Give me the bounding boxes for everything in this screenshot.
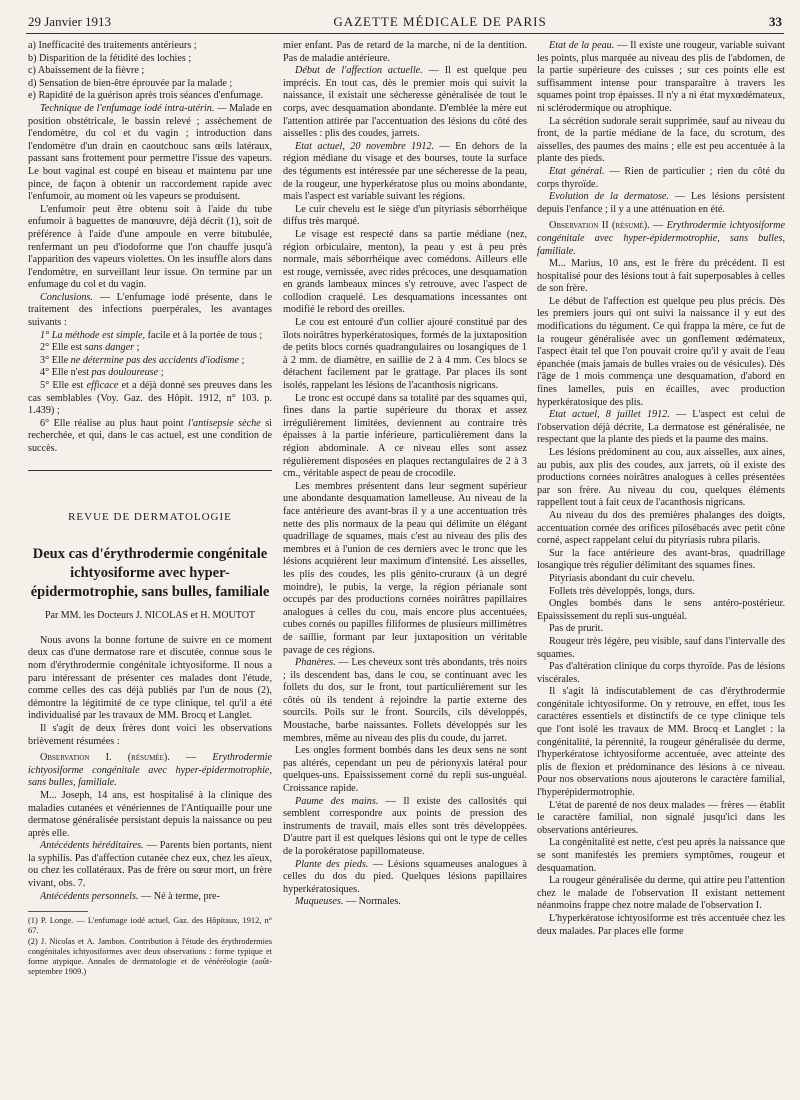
list-item-text: ; xyxy=(158,367,164,379)
list-item xyxy=(28,418,272,456)
paragraph: Pas de prurit. xyxy=(549,623,604,635)
paragraph-text: — En dehors de la région médiane du visage et des bourses, toute la surface des téguments est intéressée par une sécheresse de la peau, de la rougeur, une hyperkératose plus ou moins abondante, mais l'aspect est variable suivant les régions. xyxy=(283,140,527,203)
section-heading: REVUE DE DERMATOLOGIE xyxy=(28,470,272,524)
paragraph: Il s'agit là indiscutablement de cas d'érythrodermie congénitale ichtyosiforme. On y retrouve, en effet, tous les caractères essentiels et distinctifs de ce type clinique tels que l'ont isolé les travaux de MM. Brocq et Langlet : la congénitalité, la pérennité, la rougeur généralisée du derme, l'hyperkératose ichtyosiforme accentuée, avec atteinte des plis de flexion et prédominance des lésions à ce niveau. Pour nos observations nous ajouterons le caractère familial, l'hyperépidermotrophie. xyxy=(537,686,785,799)
list-item-text: ; xyxy=(134,342,140,354)
list-item-text: ; xyxy=(238,354,245,366)
paragraph: Le cou est entouré d'un collier ajouré constitué par des îlots noirâtres hyperkératosiques, formés de la juxtaposition de petits blocs cornés quadrangulaires ou losangiques de 1 à 2 mm. de diamètre, en saillie de 2 à 4 mm. Ces blocs se détachent facilement par le grattage. Par places ils sont isolés, rappelant les lésions de l'acanthosis nigricans. xyxy=(283,317,527,392)
column-left xyxy=(28,40,272,1088)
list-item-emphasis: ne détermine pas des accidents d'iodisme xyxy=(70,354,239,366)
observation-title: Erythrodermie ichtyosiforme congénitale avec hyper-épidermotrophie, sans bulles, familiale. xyxy=(28,752,272,789)
technique-heading: Technique de l'enfumage iodé intra-utérin. — xyxy=(40,102,227,114)
page-number: 33 xyxy=(768,14,782,29)
list-item xyxy=(28,355,272,368)
journal-title: GAZETTE MÉDICALE DE PARIS xyxy=(333,14,547,29)
paragraph-text: — Les cheveux sont très abondants, très noirs ; ils descendent bas, dans le cou, se continuant avec les follets du dos, sur le front, tout particulièrement sur les côtés où ils tendent à rejoindre la partie externe des sourcils. Poils sur le front. Sourcils, cils développés, Moustache, barbe naissantes. Follets développés sur les membres, même au niveau des plis du coude, du jarret. xyxy=(283,657,527,744)
paragraph: Nous avons la bonne fortune de suivre en ce moment deux cas d'une dermatose rare et discutée, connue sous le nom d'érythrodermie congénitale ichtyosiforme. Il nous a paru intéressant de présenter ces malades dont l'étude, comme celles des cas déjà publiés par l'un de nous (2), démontre la légitimité de ce type clinique, tel qu'il a été individualisé par les travaux de MM. Brocq et Langlet. xyxy=(28,634,272,722)
list-item-text: si recherchée, et qui, dans le cas actuel, est une condition de succès. xyxy=(28,417,272,454)
footnote-rule xyxy=(28,911,88,912)
list-item xyxy=(28,380,272,418)
list-item-text: 4° Elle n'est xyxy=(40,367,92,379)
paragraph-text: — L'aspect est celui de l'observation déjà décrite, La dermatose est généralisée, ne respectant que la plante des pieds et la paume des mains. xyxy=(537,409,785,446)
paragraph: Pityriasis abondant du cuir chevelu. xyxy=(549,572,695,584)
subheading: Etat de la peau. xyxy=(549,40,615,51)
conclusions-heading: Conclusions. xyxy=(40,291,93,303)
paragraph xyxy=(28,840,272,890)
paragraph: M... Joseph, 14 ans, est hospitalisé à la clinique des maladies cutanées et vénériennes de l'Antiquaille pour une dermatose généralisée persistant depuis la naissance ou peu après elle. xyxy=(28,789,272,839)
list-item-emphasis: l'antisepsie sèche xyxy=(188,417,261,429)
list-item xyxy=(28,342,272,355)
observation-heading xyxy=(537,220,785,258)
paragraph: c) Abaissement de la fièvre ; xyxy=(28,65,145,77)
paragraph: b) Disparition de la fétidité des lochies ; xyxy=(28,52,192,64)
paragraph-text: — Parents bien portants, nient la syphilis. Pas d'affection cutanée chez eux, chez les aïeux, ou chez les collatéraux. Pas de frère ou sœur mort, un frère vivant, obs. 7. xyxy=(28,840,272,890)
paragraph-text: — Il existe des callosités qui semblent correspondre aux points de pression des instruments de travail, mais elles sont très développées. D'autre part il est quelques lésions qui ont le type de celles de la porokératose papillomateuse. xyxy=(283,795,527,857)
paragraph xyxy=(283,65,527,141)
list-item-text: et a déjà donné ses preuves dans les cas semblables (Voy. Gaz. des Hôpit. 1912, n° 103. p. 1.439) ; xyxy=(28,380,272,417)
paragraph xyxy=(283,796,527,859)
paragraph: Au niveau du dos des premières phalanges des doigts, accentuation cornée des orifices pilosébacés avec petit cône corné, aspect rappelant celui du pityriasis rubra pilaris. xyxy=(537,509,785,547)
paragraph xyxy=(283,141,527,204)
paragraph: Sur la face antérieure des avant-bras, quadrillage losangique très régulier délimitant des squames fines. xyxy=(537,547,785,572)
paragraph xyxy=(283,859,527,897)
subheading: Etat actuel, 20 novembre 1912. xyxy=(295,140,435,152)
paragraph: Follets très développés, longs, durs. xyxy=(549,585,695,597)
subheading: Etat actuel, 8 juillet 1912. xyxy=(549,409,670,421)
subheading: Muqueuses. xyxy=(295,896,344,908)
column-middle xyxy=(283,40,527,1088)
paragraph: a) Inefficacité des traitements antérieurs ; xyxy=(28,40,197,51)
technique-paragraph xyxy=(28,103,272,204)
paragraph: Ongles bombés dans le sens antéro-postérieur. Epaississement du repli sus-unguéal. xyxy=(537,598,785,622)
observation-heading xyxy=(28,752,272,790)
conclusions-paragraph xyxy=(28,292,272,330)
paragraph-text: — Rien de particulier ; rien du côté du corps thyroïde. xyxy=(537,165,785,190)
paragraph-text: — Il est quelque peu imprécis. En tout cas, dès le premier mois qui suivit la naissance, il existait une sécheresse généralisée de tout le corps, avec desquamation abondante. D'emblée la mère eut l'attention attirée par l'accentuation des lésions du côté des aisselles : plis des coudes, jarrets. xyxy=(283,65,527,140)
list-item-text: 5° Elle est xyxy=(40,380,87,392)
observation-label: Observation I. (résumée). — xyxy=(40,752,197,764)
article-title: Deux cas d'érythrodermie congénitale ichtyosiforme avec hyper-épidermotrophie, sans bulles, familiale xyxy=(30,546,270,601)
paragraph: L'état de parenté de nos deux malades — frères — établit le caractère familial, non signalé jusqu'ici dans les observations antérieures. xyxy=(537,799,785,836)
paragraph: Les ongles forment bombés dans les deux sens ne sont pas altérés, cependant un peu de périonyxis latéral pour quelques-uns. Epaississement corné du repli sus-unguéal. Croissance rapide. xyxy=(283,745,527,795)
paragraph-text: — Il existe une rougeur, variable suivant les points, plus marquée au niveau des plis de l'abdomen, de la partie supérieure des cuisses ; sur ces points elle est suffisamment intense pour transparaître à travers les squames point trop épaisses. Il n'y a ni état myxœdémateux, ni sclérodermique ou atrophique. xyxy=(537,40,785,114)
paragraph xyxy=(537,191,785,216)
paragraph xyxy=(537,409,785,447)
list-item-emphasis: 1° La méthode est simple, xyxy=(40,329,146,341)
paragraph-text: — Normales. xyxy=(343,896,401,908)
column-right xyxy=(537,40,785,1088)
paragraph: La rougeur généralisée du derme, qui attire peu l'attention chez le malade de l'observation II existant nettement néanmoins frappe chez notre malade de l'observation I. xyxy=(537,875,785,912)
technique-text: Malade en position obstétricale, le bassin relevé ; assèchement de l'endomètre, du col et du vagin ; introduction dans l'endomètre d'un drain en caoutchouc sans œils latéraux, passant sans frottement pour permettre l'issue des vapeurs. Le bout vaginal est coupé en biseau et maintenu par une pince, de façon à obtenir un raccordement rapide avec l'enfumoir, au moment où les vapeurs se produisent. xyxy=(28,102,272,203)
paragraph-text: — Né à terme, pre- xyxy=(138,890,220,902)
paragraph-text: — Lésions squameuses analogues à celles du dos du pied. Quelques lésions papillaires hyperkératosiques. xyxy=(283,858,527,895)
paragraph: e) Rapidité de la guérison après trois séances d'enfumage. xyxy=(28,90,264,102)
paragraph: Le tronc est occupé dans sa totalité par des squames qui, fines dans la partie supérieure du thorax et assez irrégulièrement limitées, deviennent au contraire très épaisses à la partie inférieure, particulièrement dans la région abdominale. A ce niveau elles sont assez régulièrement disposées en plaques rectangulaires de 2 à 3 cm., véritable aspect de peau de crocodile. xyxy=(283,392,527,480)
list-item-text: 2° Elle est xyxy=(40,342,85,354)
paragraph xyxy=(28,891,272,904)
paragraph: L'hyperkératose ichtyosiforme est très accentuée chez les deux malades. Par places elle forme xyxy=(537,912,785,937)
page-header xyxy=(28,12,782,32)
list-item-emphasis: pas douloureuse xyxy=(91,367,159,379)
subheading: Paume des mains. xyxy=(295,795,379,807)
footnote: (2) J. Nicolas et A. Jambon. Contribution à l'étude des érythrodermies congénitales ichtyosiformes avec deux observations : forme typique et forme atypique. Annales de dermatologie et de vénéréologie (août-septembre 1909.) xyxy=(28,936,272,977)
paragraph xyxy=(283,896,527,909)
paragraph: La congénitalité est nette, c'est peu après la naissance que se sont manifestés les premiers symptômes, rougeur et desquamation. xyxy=(537,837,785,874)
subheading: Plante des pieds. xyxy=(295,858,369,870)
paragraph xyxy=(537,40,785,116)
article-authors: Par MM. les Docteurs J. NICOLAS et H. MOUTOT xyxy=(44,610,256,622)
paragraph: Le cuir chevelu est le siège d'un pityriasis séborrhéique diffus très marqué. xyxy=(283,203,527,228)
list-item-text: 6° Elle réalise au plus haut point xyxy=(40,417,189,429)
subheading: Début de l'affection actuelle. xyxy=(295,65,423,77)
paragraph: Le visage est respecté dans sa partie médiane (nez, région orbiculaire, menton), la peau y est à peu près normale, mais séborrhéique avec comédons. Ailleurs elle est rouge, vernissée, avec rides précoces, une desquamation en grands lambeaux minces s'y retrouve, avec l'aspect de collodion craquelé. Les desquamations incessantes ont modifié le rebord des oreilles. xyxy=(283,228,527,316)
paragraph: Les membres présentent dans leur segment supérieur une abondante desquamation lamelleuse. Au niveau de la face antérieure des avant-bras il y a une accentuation très nette des plis normaux de la peau qui délimite un élégant quadrillage de squames, mais c'est au niveau des plis des membres et à l'union de ces derniers avec le tronc que les lésions acquièrent leur maximum d'intensité. Les aisselles, les plis des coudes, les plis génito-cruraux (à un degré moindre), le pubis, la verge, la région périanale sont occupés par des productions cornées noirâtres papillaires analogues à celles du cou, mais encore plus accentuées, cubes cornés ou papilles filiformes de plusieurs millimètres de saillie, formant par leur juxtaposition un véritable pavage de ces régions. xyxy=(283,480,527,656)
subheading: Evolution de la dermatose. xyxy=(549,191,669,203)
conclusions-text: — L'enfumage iodé présente, dans le traitement des infections puerpérales, les avantages suivants : xyxy=(28,291,272,329)
paragraph: d) Sensation de bien-être éprouvée par la malade ; xyxy=(28,77,233,89)
paragraph: Rougeur très légère, peu visible, sauf dans l'intervalle des squames. xyxy=(537,635,785,660)
footnote: (1) P. Longe. — L'enfumage iodé actuel, Gaz. des Hôpitaux, 1912, n° 67. xyxy=(28,916,272,936)
header-rule xyxy=(26,33,784,34)
paragraph-text: — Les lésions persistent depuis l'enfance ; il y a une atténuation en été. xyxy=(537,191,785,215)
paragraph: L'enfumoir peut être obtenu soit à l'aide du tube enfumoir à baguettes de manœuvre, déjà décrit (1), soit de préférence à l'aide d'une ampoule en verre bitubulée, renfermant un peu d'iodoforme que l'on chauffe jusqu'à l'apparition des vapeurs violettes. On les insuffle alors dans l'endomètre, en surveillant leur issue. On termine par un enfumage du col et du vagin. xyxy=(28,203,272,291)
list-item-text: 3° Elle xyxy=(40,354,71,366)
paragraph: Il s'agit de deux frères dont voici les observations brièvement résumées : xyxy=(28,722,272,747)
subheading: Antécédents personnels. xyxy=(40,890,139,902)
subheading: Antécédents héréditaires. xyxy=(40,840,144,852)
paragraph: La sécrétion sudorale serait supprimée, sauf au niveau du front, de la partie médiane de la face, du scrotum, des aisselles, des paumes des mains ; elle est peu accentuée à la plante des pieds. xyxy=(537,115,785,165)
paragraph: Pas d'altération clinique du corps thyroïde. Pas de lésions viscérales. xyxy=(537,661,785,685)
observation-title: Erythrodermie ichtyosiforme congénitale avec hyper-épidermotrophie, sans bulles, familiale. xyxy=(537,220,785,257)
list-item-emphasis: efficace xyxy=(86,380,119,392)
paragraph: mier enfant. Pas de retard de la marche, ni de la dentition. Pas de maladie antérieure. xyxy=(283,40,527,64)
issue-date: 29 Janvier 1913 xyxy=(28,14,112,29)
observation-label: Observation II (résumé). — xyxy=(549,220,664,232)
paragraph: Les lésions prédominent au cou, aux aisselles, aux aines, au pubis, aux plis des coudes, aux jarrets, où il existe des productions cornées noirâtres analogues à celles présentées par son frère. Au niveau du cou, quelques éléments rappellent tout à fait ceux de l'acanthosis nigricans. xyxy=(537,447,785,509)
paragraph xyxy=(283,657,527,745)
list-item xyxy=(28,367,272,380)
list-item-text: facile et à la portée de tous ; xyxy=(145,329,263,341)
paragraph: Le début de l'affection est quelque peu plus précis. Dès les premiers jours qui ont suivi la naissance il y eut des modifications du tégument. Ce qui frappa la mère, ce fut de la rougeur généralisée avec un gonflement œdémateux, l'aspect était tel que l'on pouvait croire qu'il y avait de l'eau épanchée (mais jamais de bulles vraies ou de vésicules). Dès l'âge de 1 mois commença une desquamation, d'abord en fines lamelles, puis en écailles, avec production hyperkératosique des plis. xyxy=(537,295,785,408)
list-item-emphasis: sans danger xyxy=(84,342,135,354)
paragraph xyxy=(537,166,785,191)
paragraph: M... Marius, 10 ans, est le frère du précédent. Il est hospitalisé pour des lésions tout à fait superposables à celles de son frère. xyxy=(537,258,785,295)
subheading: Etat général. xyxy=(549,165,605,177)
subheading: Phanères. xyxy=(295,657,336,669)
list-item xyxy=(28,330,272,343)
